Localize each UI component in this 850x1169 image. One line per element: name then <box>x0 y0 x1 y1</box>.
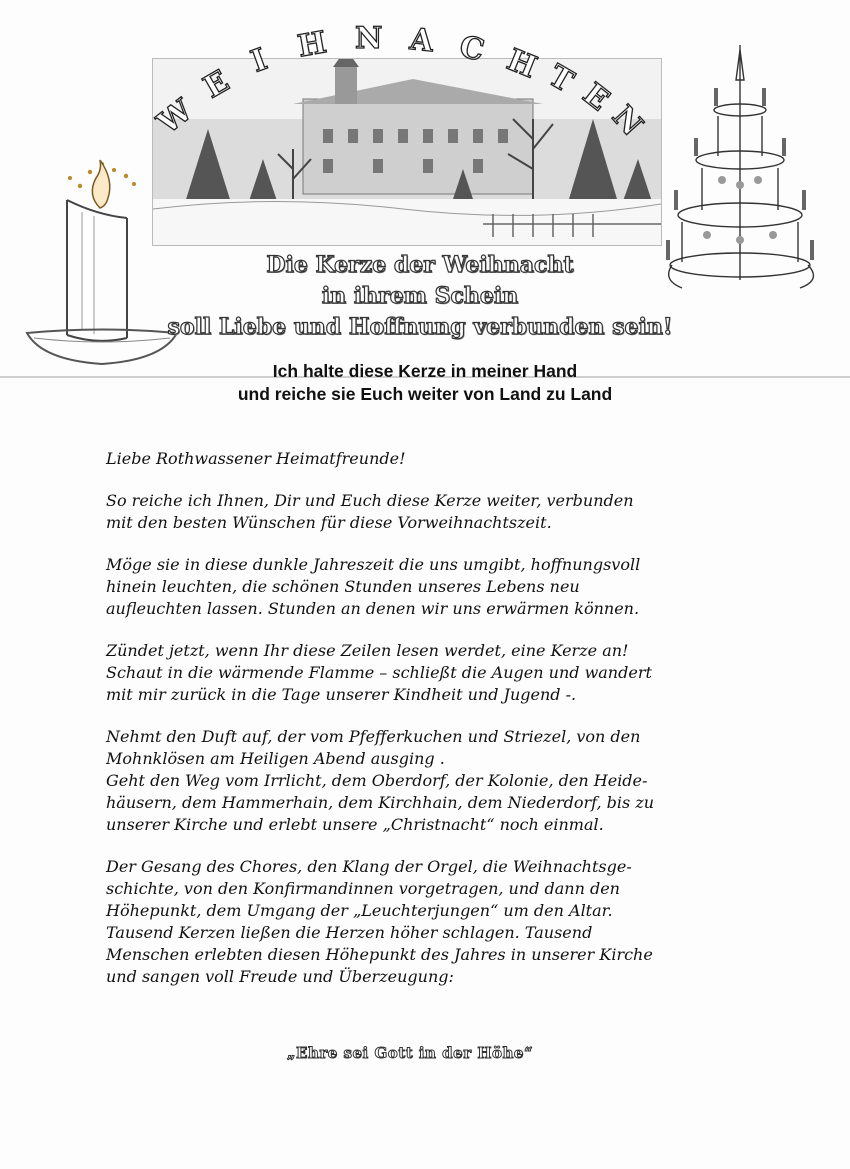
letter-paragraph: So reiche ich Ihnen, Dir und Euch diese Kerze weiter, verbunden mit den besten Wünschen für diese Vorweihnachtszeit. <box>106 491 634 532</box>
motto-line: Die Kerze der Weihnacht <box>266 252 574 278</box>
letter-paragraph: Zündet jetzt, wenn Ihr diese Zeilen lesen werdet, eine Kerze an! Schaut in die wärmende Flamme – schließt die Augen und wandert mit mir zurück in die Tage unserer Kindheit und Jugend -. <box>106 641 652 704</box>
title-letter: H <box>295 25 330 65</box>
motto-line: in ihrem Schein <box>321 283 519 309</box>
verse-line: Ich halte diese Kerze in meiner Hand <box>272 361 578 381</box>
title-letter: N <box>604 99 650 143</box>
title-letter: A <box>408 22 435 60</box>
title-letter: E <box>197 63 236 106</box>
title-letter: I <box>246 41 272 80</box>
salutation: Liebe Rothwassener Heimatfreunde! <box>106 449 406 468</box>
letter-body <box>106 448 746 1008</box>
motto-line: soll Liebe und Hoffnung verbunden sein! <box>167 314 673 340</box>
closing-line: „Ehre sei Gott in der Höhe“ <box>286 1044 534 1062</box>
letter-paragraph: Nehmt den Duft auf, der vom Pfefferkuchen und Striezel, von den Mohnklösen am Heiligen Abend ausging . Geht den Weg vom Irrlicht, dem Oberdorf, der Kolonie, den Heide- häusern, dem Hammerhain, dem Kirchhain, dem Niederdorf, bis zu unserer Kirche und erlebt unsere „Christnacht“ noch einmal. <box>106 727 655 834</box>
title-letter: C <box>455 29 488 69</box>
verse-line: und reiche sie Euch weiter von Land zu Land <box>237 384 613 404</box>
title-letter: N <box>355 21 383 56</box>
title-letter: E <box>576 76 616 119</box>
arched-title <box>130 10 690 150</box>
letter-paragraph: Möge sie in diese dunkle Jahreszeit die uns umgibt, hoffnungsvoll hinein leuchten, die schönen Stunden unseres Lebens neu aufleuchten lassen. Stunden an denen wir uns erwärmen können. <box>106 555 641 618</box>
letter-paragraph: Der Gesang des Chores, den Klang der Orgel, die Weihnachtsge- schichte, von den Konfirmandinnen vorgetragen, und dann den Höhepunkt, dem Umgang der „Leuchterjungen“ um den Altar. Tausend Kerzen ließen die Herzen höher schlagen. Tausend Menschen erlebten diesen Höhepunkt des Jahres in unserer Kirche und sangen voll Freude und Überzeugung: <box>106 857 653 986</box>
motto <box>120 250 720 343</box>
title-letter: T <box>542 58 580 100</box>
title-letter: W <box>151 92 200 142</box>
title-letter: H <box>501 42 542 86</box>
verse <box>160 360 690 406</box>
